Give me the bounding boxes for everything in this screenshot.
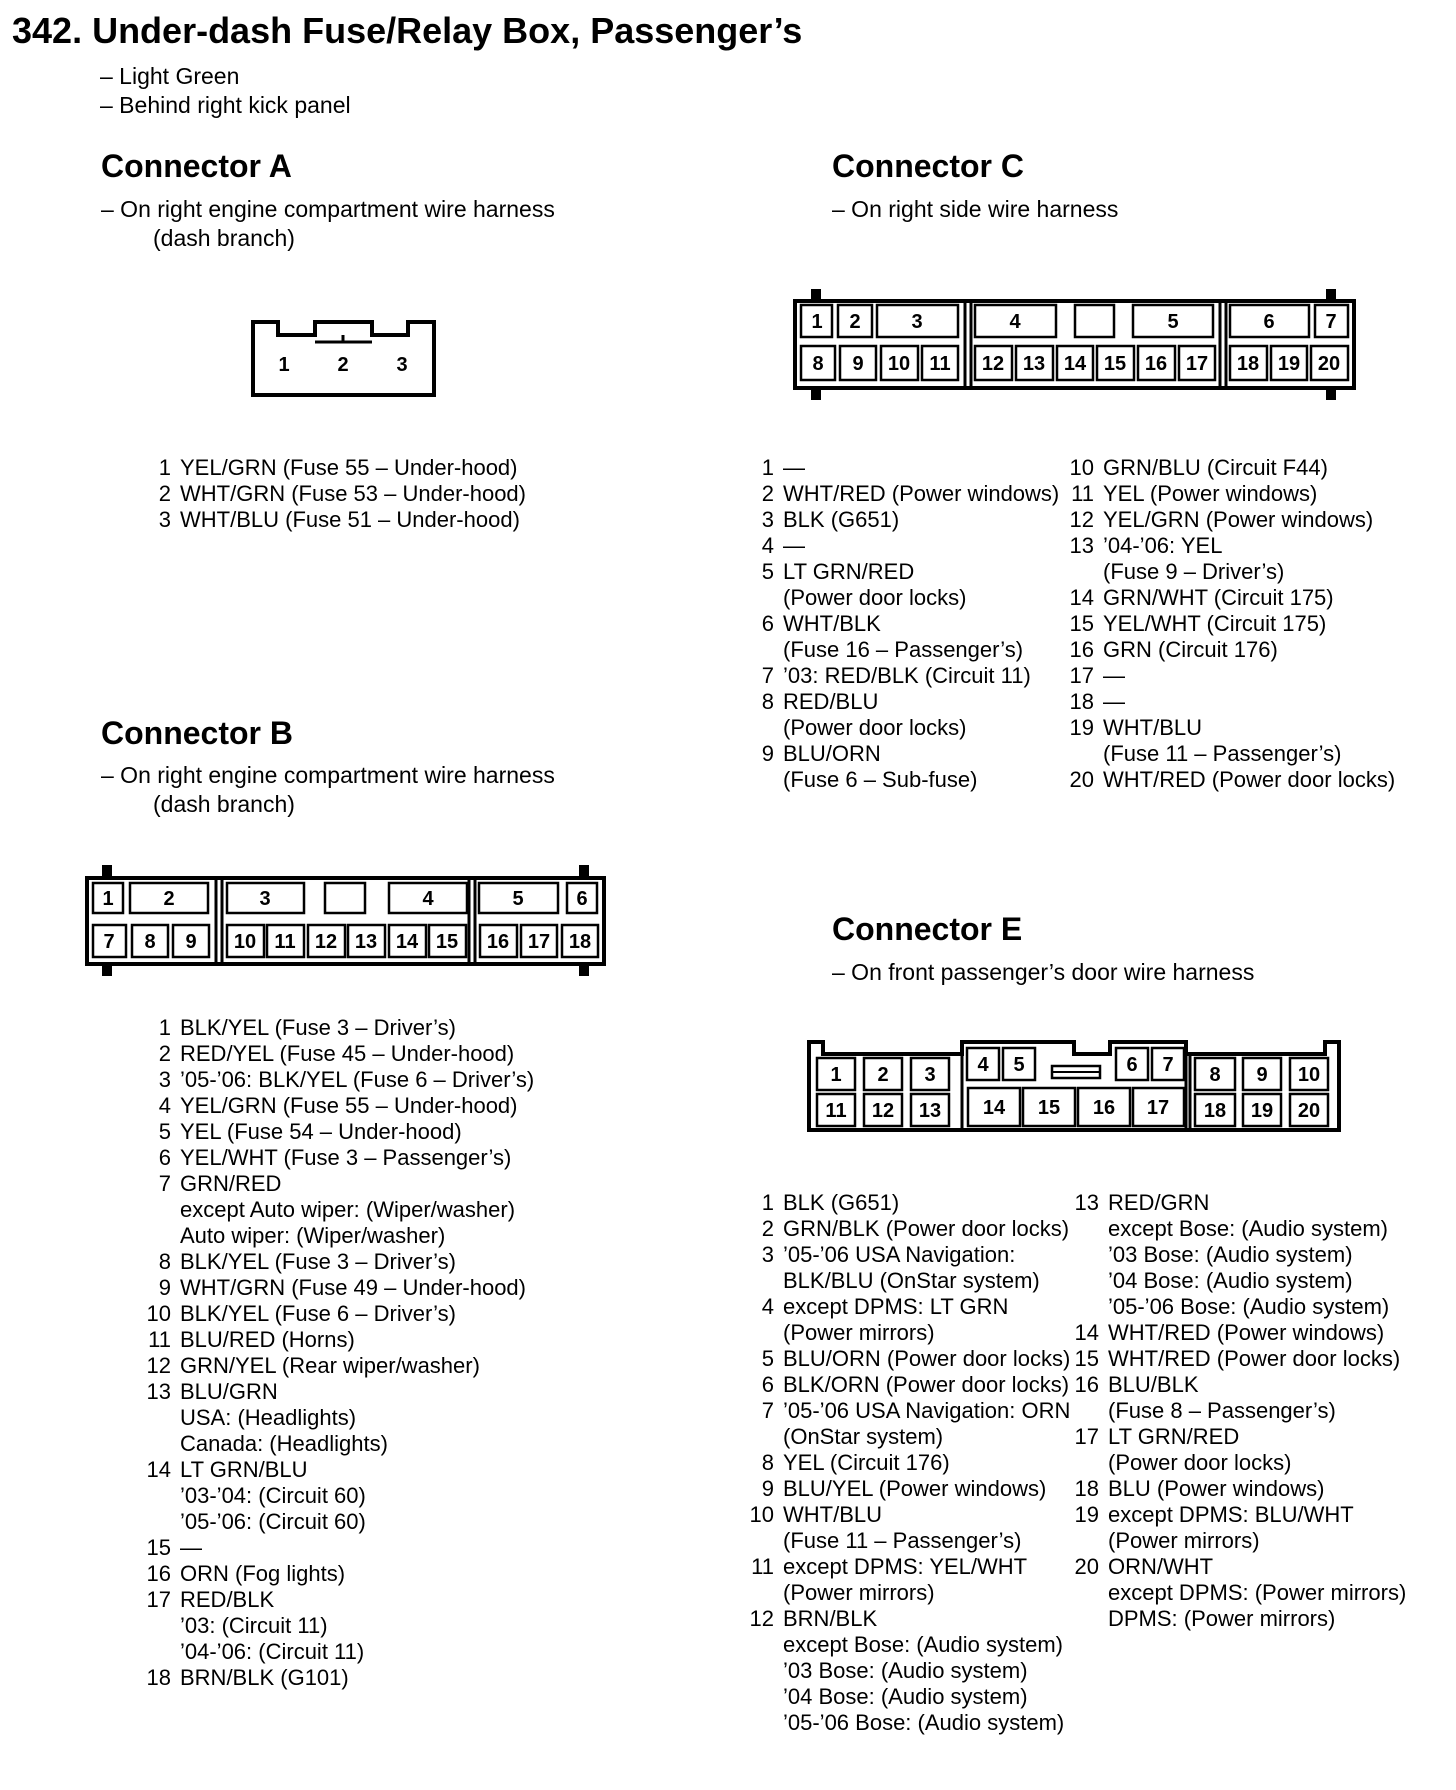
pin-number: 12 (146, 1353, 171, 1378)
pin-number: 16 (1069, 637, 1094, 662)
pin-row (1069, 1320, 1406, 1346)
connector-c-cavity: 6 (1263, 311, 1275, 333)
pin-description: GRN (Circuit 176) (1103, 637, 1278, 662)
connector-c-cavity: 12 (981, 353, 1005, 375)
connector-e-cavity: 10 (1297, 1064, 1321, 1086)
pin-description: BLK/YEL (Fuse 3 – Driver’s) (180, 1249, 456, 1274)
connector-e-cavity: 20 (1297, 1100, 1321, 1122)
connector-b-cavity: 12 (314, 931, 338, 953)
pin-number: 1 (761, 1190, 774, 1215)
connector-e-cavity: 5 (1013, 1054, 1025, 1076)
pin-description: ’05-’06: BLK/YEL (Fuse 6 – Driver’s) (180, 1067, 535, 1092)
pin-number: 11 (751, 1554, 774, 1579)
pin-number: 7 (761, 1398, 774, 1423)
connector-b-pin-list (141, 1015, 534, 1691)
connector-b-cavity: 3 (259, 888, 271, 910)
pin-row (744, 507, 1059, 533)
connector-a-desc-2: (dash branch) (153, 225, 295, 251)
connector-e-pin-list-right (1069, 1190, 1406, 1632)
pin-number: 18 (1074, 1476, 1099, 1501)
connector-e-cavity: 6 (1126, 1054, 1138, 1076)
pin-description: WHT/BLU (Fuse 11 – Passenger’s) (1103, 715, 1342, 766)
pin-row (744, 455, 1059, 481)
connector-b-cavity: 14 (395, 931, 419, 953)
pin-row (744, 559, 1059, 611)
connector-e-cavity: 12 (871, 1100, 895, 1122)
pin-row (141, 455, 526, 481)
pin-number: 2 (158, 481, 171, 506)
pin-row (141, 1327, 534, 1353)
pin-description: WHT/GRN (Fuse 49 – Under-hood) (180, 1275, 526, 1300)
pin-row (1069, 1554, 1406, 1632)
connector-e-title: Connector E (832, 911, 1023, 947)
pin-number: 8 (158, 1249, 171, 1274)
pin-row (1064, 637, 1395, 663)
pin-number: 15 (1074, 1346, 1099, 1371)
pin-number: 16 (146, 1561, 171, 1586)
pin-number: 6 (158, 1145, 171, 1170)
pin-description: LT GRN/RED (Power door locks) (783, 559, 967, 610)
pin-description: LT GRN/BLU ’03-’04: (Circuit 60) ’05-’06: (Circuit 60) (180, 1457, 366, 1534)
pin-number: 11 (1071, 481, 1094, 506)
connector-e-cavity: 1 (830, 1064, 842, 1086)
pin-number: 1 (158, 455, 171, 480)
pin-description: ’05-’06 USA Navigation: ORN (OnStar system) (783, 1398, 1071, 1449)
pin-row (141, 1587, 534, 1665)
connector-a-title: Connector A (101, 148, 292, 184)
connector-c-cavity: 13 (1022, 353, 1046, 375)
pin-row (744, 1294, 1070, 1346)
pin-number: 9 (761, 741, 774, 766)
connector-c-cavity: 17 (1185, 353, 1209, 375)
pin-description: WHT/GRN (Fuse 53 – Under-hood) (180, 481, 526, 506)
pin-description: BLK/YEL (Fuse 6 – Driver’s) (180, 1301, 456, 1326)
pin-number: 10 (146, 1301, 171, 1326)
connector-e-cavity: 14 (982, 1097, 1006, 1119)
connector-c-cavity: 1 (811, 311, 823, 333)
pin-description: except DPMS: BLU/WHT (Power mirrors) (1108, 1502, 1354, 1553)
pin-row (141, 1301, 534, 1327)
pin-number: 3 (761, 507, 774, 532)
pin-row (141, 1249, 534, 1275)
pin-description: ORN (Fog lights) (180, 1561, 346, 1586)
connector-a-pin-list (141, 455, 526, 533)
pin-row (1069, 1346, 1406, 1372)
connector-c-cavity: 9 (852, 353, 864, 375)
pin-description: ’04-’06: YEL (Fuse 9 – Driver’s) (1103, 533, 1285, 584)
pin-description: RED/YEL (Fuse 45 – Under-hood) (180, 1041, 515, 1066)
pin-row (141, 1353, 534, 1379)
connector-b-desc: – On right engine compartment wire harness (101, 762, 555, 788)
pin-row (744, 1242, 1070, 1294)
pin-description: ORN/WHT except DPMS: (Power mirrors) DPMS: (Power mirrors) (1108, 1554, 1407, 1631)
connector-e-cavity: 7 (1162, 1054, 1174, 1076)
pin-row (744, 533, 1059, 559)
pin-description: WHT/RED (Power door locks) (1108, 1346, 1401, 1371)
pin-number: 20 (1069, 767, 1094, 792)
connector-e-cavity: 4 (977, 1054, 989, 1076)
pin-description: BLU/YEL (Power windows) (783, 1476, 1047, 1501)
pin-row (1069, 1190, 1406, 1320)
pin-row (141, 1041, 534, 1067)
pin-number: 18 (1069, 689, 1094, 714)
location-note: – Behind right kick panel (100, 92, 351, 118)
connector-c-pin-list-right (1064, 455, 1395, 793)
pin-number: 8 (761, 1450, 774, 1475)
pin-number: 9 (158, 1275, 171, 1300)
pin-number: 20 (1074, 1554, 1099, 1579)
pin-description: — (783, 455, 805, 480)
connector-c-cavity: 18 (1236, 353, 1260, 375)
connector-c-cavity: 2 (849, 311, 861, 333)
pin-number: 4 (761, 1294, 774, 1319)
pin-number: 13 (1074, 1190, 1099, 1215)
pin-row (1069, 1476, 1406, 1502)
pin-description: except DPMS: LT GRN (Power mirrors) (783, 1294, 1009, 1345)
pin-number: 17 (1069, 663, 1094, 688)
connector-e-cavity: 3 (924, 1064, 936, 1086)
pin-number: 14 (1074, 1320, 1099, 1345)
connector-c-cavity: 19 (1277, 353, 1301, 375)
pin-number: 2 (761, 481, 774, 506)
pin-number: 3 (761, 1242, 774, 1267)
pin-row (744, 689, 1059, 741)
connector-c-cavity: 14 (1063, 353, 1087, 375)
pin-row (1064, 481, 1395, 507)
pin-number: 11 (148, 1327, 171, 1352)
pin-description: BLU/ORN (Fuse 6 – Sub-fuse) (783, 741, 978, 792)
connector-e-cavity: 9 (1256, 1064, 1268, 1086)
pin-row (744, 1346, 1070, 1372)
pin-number: 14 (1069, 585, 1094, 610)
connector-b-cavity: 8 (144, 931, 156, 953)
pin-number: 18 (146, 1665, 171, 1690)
pin-number: 12 (749, 1606, 774, 1631)
pin-description: BLK/YEL (Fuse 3 – Driver’s) (180, 1015, 456, 1040)
pin-row (744, 481, 1059, 507)
connector-b-cavity: 9 (185, 931, 197, 953)
pin-description: GRN/BLU (Circuit F44) (1103, 455, 1328, 480)
pin-description: YEL (Power windows) (1103, 481, 1318, 506)
pin-number: 15 (1069, 611, 1094, 636)
pin-description: BRN/BLK (G101) (180, 1665, 349, 1690)
pin-description: WHT/BLU (Fuse 51 – Under-hood) (180, 507, 520, 532)
pin-number: 4 (761, 533, 774, 558)
pin-row (1064, 611, 1395, 637)
pin-description: — (783, 533, 805, 558)
pin-row (141, 1535, 534, 1561)
pin-row (141, 1275, 534, 1301)
pin-number: 17 (1074, 1424, 1099, 1449)
pin-row (1064, 663, 1395, 689)
connector-b-cavity: 15 (435, 931, 459, 953)
connector-b-title: Connector B (101, 715, 293, 751)
connector-a-cavity: 3 (396, 354, 408, 376)
pin-row (744, 1502, 1070, 1554)
pin-row (141, 507, 526, 533)
connector-b-cavity: 17 (527, 931, 551, 953)
pin-description: RED/BLK ’03: (Circuit 11) ’04-’06: (Circuit 11) (180, 1587, 365, 1664)
connector-e-cavity: 15 (1037, 1097, 1061, 1119)
connector-b-cavity: 2 (163, 888, 175, 910)
pin-description: YEL/GRN (Fuse 55 – Under-hood) (180, 455, 518, 480)
pin-row (141, 481, 526, 507)
pin-number: 19 (1069, 715, 1094, 740)
color-note: – Light Green (100, 63, 240, 89)
pin-description: WHT/RED (Power windows) (783, 481, 1060, 506)
connector-a-cavity: 2 (337, 354, 349, 376)
connector-b-cavity: 16 (486, 931, 510, 953)
pin-number: 8 (761, 689, 774, 714)
pin-number: 17 (146, 1587, 171, 1612)
pin-row (141, 1067, 534, 1093)
pin-number: 13 (146, 1379, 171, 1404)
pin-row (141, 1171, 534, 1249)
pin-row (744, 1190, 1070, 1216)
connector-b-desc-2: (dash branch) (153, 791, 295, 817)
pin-row (141, 1093, 534, 1119)
pin-row (141, 1457, 534, 1535)
pin-number: 7 (158, 1171, 171, 1196)
pin-row (141, 1119, 534, 1145)
pin-description: BLU/BLK (Fuse 8 – Passenger’s) (1108, 1372, 1336, 1423)
pin-number: 2 (761, 1216, 774, 1241)
pin-row (744, 741, 1059, 793)
pin-row (1069, 1502, 1406, 1554)
pin-row (1064, 585, 1395, 611)
connector-e-cavity: 18 (1203, 1100, 1227, 1122)
pin-description: RED/BLU (Power door locks) (783, 689, 967, 740)
connector-b-cavity: 13 (354, 931, 378, 953)
connector-e-cavity: 2 (877, 1064, 889, 1086)
pin-description: YEL (Fuse 54 – Under-hood) (180, 1119, 462, 1144)
pin-description: WHT/BLK (Fuse 16 – Passenger’s) (783, 611, 1024, 662)
connector-b-cavity: 1 (102, 888, 114, 910)
pin-description: YEL/GRN (Power windows) (1103, 507, 1374, 532)
pin-number: 13 (1069, 533, 1094, 558)
connector-c-cavity: 8 (812, 353, 824, 375)
pin-row (744, 1476, 1070, 1502)
connector-c-cavity: 4 (1009, 311, 1021, 333)
pin-description: ’03: RED/BLK (Circuit 11) (783, 663, 1031, 688)
connector-a-cavity: 1 (278, 354, 290, 376)
pin-description: YEL/GRN (Fuse 55 – Under-hood) (180, 1093, 518, 1118)
connector-e-pin-list-left (744, 1190, 1070, 1736)
pin-row (744, 1606, 1070, 1736)
pin-number: 19 (1074, 1502, 1099, 1527)
connector-e-cavity: 19 (1250, 1100, 1274, 1122)
pin-description: GRN/WHT (Circuit 175) (1103, 585, 1334, 610)
connector-b-cavity: 11 (274, 931, 296, 953)
pin-row (1064, 507, 1395, 533)
pin-description: GRN/RED except Auto wiper: (Wiper/washer) Auto wiper: (Wiper/washer) (180, 1171, 516, 1248)
pin-number: 16 (1074, 1372, 1099, 1397)
pin-description: WHT/RED (Power door locks) (1103, 767, 1396, 792)
pin-row (744, 1216, 1070, 1242)
pin-description: WHT/RED (Power windows) (1108, 1320, 1385, 1345)
pin-row (141, 1665, 534, 1691)
pin-description: BLU/RED (Horns) (180, 1327, 355, 1352)
connector-b-cavity: 4 (422, 888, 434, 910)
connector-c-cavity: 16 (1144, 353, 1168, 375)
pin-number: 5 (761, 1346, 774, 1371)
connector-c-cavity: 5 (1167, 311, 1179, 333)
connector-b-cavity: 6 (576, 888, 588, 910)
pin-number: 15 (146, 1535, 171, 1560)
pin-row (1069, 1372, 1406, 1424)
connector-b-cavity: 7 (103, 931, 115, 953)
pin-row (1069, 1424, 1406, 1476)
pin-number: 5 (158, 1119, 171, 1144)
pin-description: BLK (G651) (783, 507, 900, 532)
pin-row (141, 1379, 534, 1457)
pin-row (1064, 689, 1395, 715)
connector-c-pin-list-left (744, 455, 1059, 793)
pin-number: 3 (158, 1067, 171, 1092)
pin-description: GRN/YEL (Rear wiper/washer) (180, 1353, 480, 1378)
pin-row (744, 1450, 1070, 1476)
pin-row (744, 611, 1059, 663)
pin-description: WHT/BLU (Fuse 11 – Passenger’s) (783, 1502, 1022, 1553)
connector-c-title: Connector C (832, 148, 1024, 184)
pin-number: 2 (158, 1041, 171, 1066)
pin-number: 10 (1069, 455, 1094, 480)
pin-number: 10 (749, 1502, 774, 1527)
pin-number: 1 (761, 455, 774, 480)
pin-description: — (1103, 689, 1125, 714)
connector-b-cavity: 5 (512, 888, 524, 910)
connector-b-cavity: 10 (233, 931, 257, 953)
pin-row (141, 1561, 534, 1587)
pin-number: 4 (158, 1093, 171, 1118)
pin-number: 7 (761, 663, 774, 688)
connector-a-desc: – On right engine compartment wire harness (101, 196, 555, 222)
connector-c-cavity: 20 (1317, 353, 1341, 375)
pin-row (1064, 455, 1395, 481)
connector-c-cavity: 3 (911, 311, 923, 333)
connector-e-cavity: 13 (918, 1100, 942, 1122)
pin-number: 12 (1069, 507, 1094, 532)
pin-row (1064, 533, 1395, 585)
pin-row (141, 1015, 534, 1041)
pin-row (744, 1554, 1070, 1606)
pin-description: — (1103, 663, 1125, 688)
pin-description: BLU/GRN USA: (Headlights) Canada: (Headlights) (180, 1379, 388, 1456)
pin-description: YEL/WHT (Fuse 3 – Passenger’s) (180, 1145, 512, 1170)
pin-number: 6 (761, 1372, 774, 1397)
pin-number: 3 (158, 507, 171, 532)
pin-number: 5 (761, 559, 774, 584)
pin-number: 6 (761, 611, 774, 636)
pin-row (1064, 767, 1395, 793)
pin-description: BLK/ORN (Power door locks) (783, 1372, 1070, 1397)
connector-e-cavity: 16 (1092, 1097, 1116, 1119)
pin-description: ’05-’06 USA Navigation: BLK/BLU (OnStar system) (783, 1242, 1040, 1293)
connector-c-cavity: 10 (887, 353, 911, 375)
connector-e-cavity: 17 (1146, 1097, 1170, 1119)
pin-description: — (180, 1535, 202, 1560)
pin-description: RED/GRN except Bose: (Audio system) ’03 Bose: (Audio system) ’04 Bose: (Audio system) ’05-’06 Bose: (Audio system) (1108, 1190, 1390, 1319)
pin-description: BLK (G651) (783, 1190, 900, 1215)
pin-description: LT GRN/RED (Power door locks) (1108, 1424, 1292, 1475)
connector-e-cavity: 11 (825, 1100, 847, 1122)
connector-e-desc: – On front passenger’s door wire harness (832, 959, 1255, 985)
pin-description: BLU/ORN (Power door locks) (783, 1346, 1071, 1371)
page-title: 342. Under-dash Fuse/Relay Box, Passenger’s (12, 10, 803, 51)
pin-description: except DPMS: YEL/WHT (Power mirrors) (783, 1554, 1028, 1605)
pin-row (1064, 715, 1395, 767)
pin-number: 1 (158, 1015, 171, 1040)
connector-c-desc: – On right side wire harness (832, 196, 1119, 222)
pin-row (744, 1372, 1070, 1398)
pin-description: GRN/BLK (Power door locks) (783, 1216, 1070, 1241)
pin-row (141, 1145, 534, 1171)
pin-number: 14 (146, 1457, 171, 1482)
pin-description: BRN/BLK except Bose: (Audio system) ’03 Bose: (Audio system) ’04 Bose: (Audio system) ’05-’06 Bose: (Audio system) (783, 1606, 1065, 1735)
pin-description: YEL (Circuit 176) (783, 1450, 950, 1475)
pin-description: YEL/WHT (Circuit 175) (1103, 611, 1327, 636)
pin-description: BLU (Power windows) (1108, 1476, 1325, 1501)
connector-e-cavity: 8 (1209, 1064, 1221, 1086)
pin-row (744, 663, 1059, 689)
pin-number: 9 (761, 1476, 774, 1501)
connector-c-cavity: 7 (1325, 311, 1337, 333)
connector-b-cavity: 18 (568, 931, 592, 953)
pin-row (744, 1398, 1070, 1450)
connector-c-cavity: 15 (1103, 353, 1127, 375)
connector-c-cavity: 11 (929, 353, 951, 375)
